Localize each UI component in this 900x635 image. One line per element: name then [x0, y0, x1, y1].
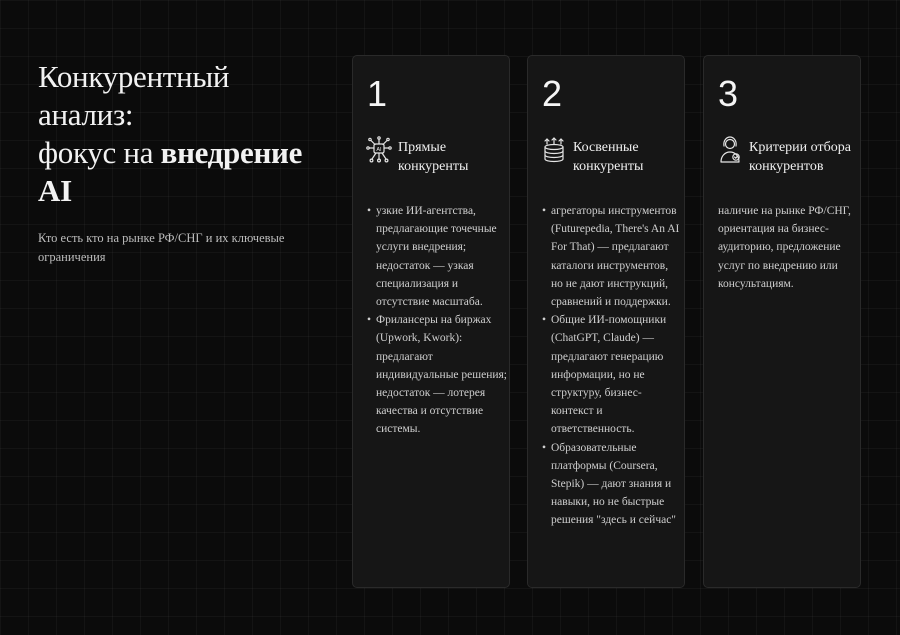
card-indirect-competitors	[527, 55, 685, 588]
list-item: • Общие ИИ-помощники (ChatGPT, Claude) — предлагают генерацию информации, но не структуру, бизнес-контекст и ответственность.	[542, 311, 682, 438]
card-list	[542, 202, 682, 530]
card-direct-competitors	[352, 55, 510, 588]
card-title: Критерии отбора конкурентов	[749, 140, 851, 174]
card-title: Прямые конкуренты	[398, 140, 469, 174]
list-item: • Образовательные платформы (Coursera, Stepik) — дают знания и навыки, но не быстрые решения "здесь и сейчас"	[542, 439, 682, 530]
card-body	[542, 202, 682, 530]
title-line-2-bold: внедрение AI	[38, 135, 303, 208]
card-body	[367, 202, 507, 439]
card-header	[717, 136, 857, 176]
card-number: 2	[542, 73, 563, 114]
intro-section	[38, 58, 328, 267]
title-line-1: Конкурентный анализ:	[38, 59, 230, 132]
svg-text:AI: AI	[376, 147, 382, 153]
layers-stack-icon	[541, 136, 567, 164]
list-item: • Фрилансеры на биржах (Upwork, Kwork): предлагают индивидуальные решения; недостаток — лотерея качества и отсутствие системы.	[367, 311, 507, 438]
page-subtitle: Кто есть кто на рынке РФ/СНГ и их ключевые ограничения	[38, 231, 285, 264]
card-number: 3	[718, 73, 739, 114]
overflow-fade	[528, 557, 684, 587]
card-list	[367, 202, 507, 439]
page-title	[38, 58, 328, 210]
list-item: • узкие ИИ-агентства, предлагающие точечные услуги внедрения; недостаток — узкая специализация и отсутствие масштаба.	[367, 202, 507, 311]
card-header	[541, 136, 681, 176]
card-selection-criteria	[703, 55, 861, 588]
network-ai-icon	[366, 136, 392, 164]
title-line-2-prefix: фокус на	[38, 135, 161, 170]
card-title: Косвенные конкуренты	[573, 140, 644, 174]
card-body	[718, 202, 858, 293]
card-number: 1	[367, 73, 388, 114]
person-check-icon	[717, 136, 743, 164]
card-text: наличие на рынке РФ/СНГ, ориентация на бизнес-аудиторию, предложение услуг по внедрению или консультациям.	[718, 205, 851, 290]
card-header	[366, 136, 506, 176]
list-item: • агрегаторы инструментов (Futurepedia, There's An AI For That) — предлагают каталоги инструментов, но не дают инструкций, сравнений и поддержки.	[542, 202, 682, 311]
